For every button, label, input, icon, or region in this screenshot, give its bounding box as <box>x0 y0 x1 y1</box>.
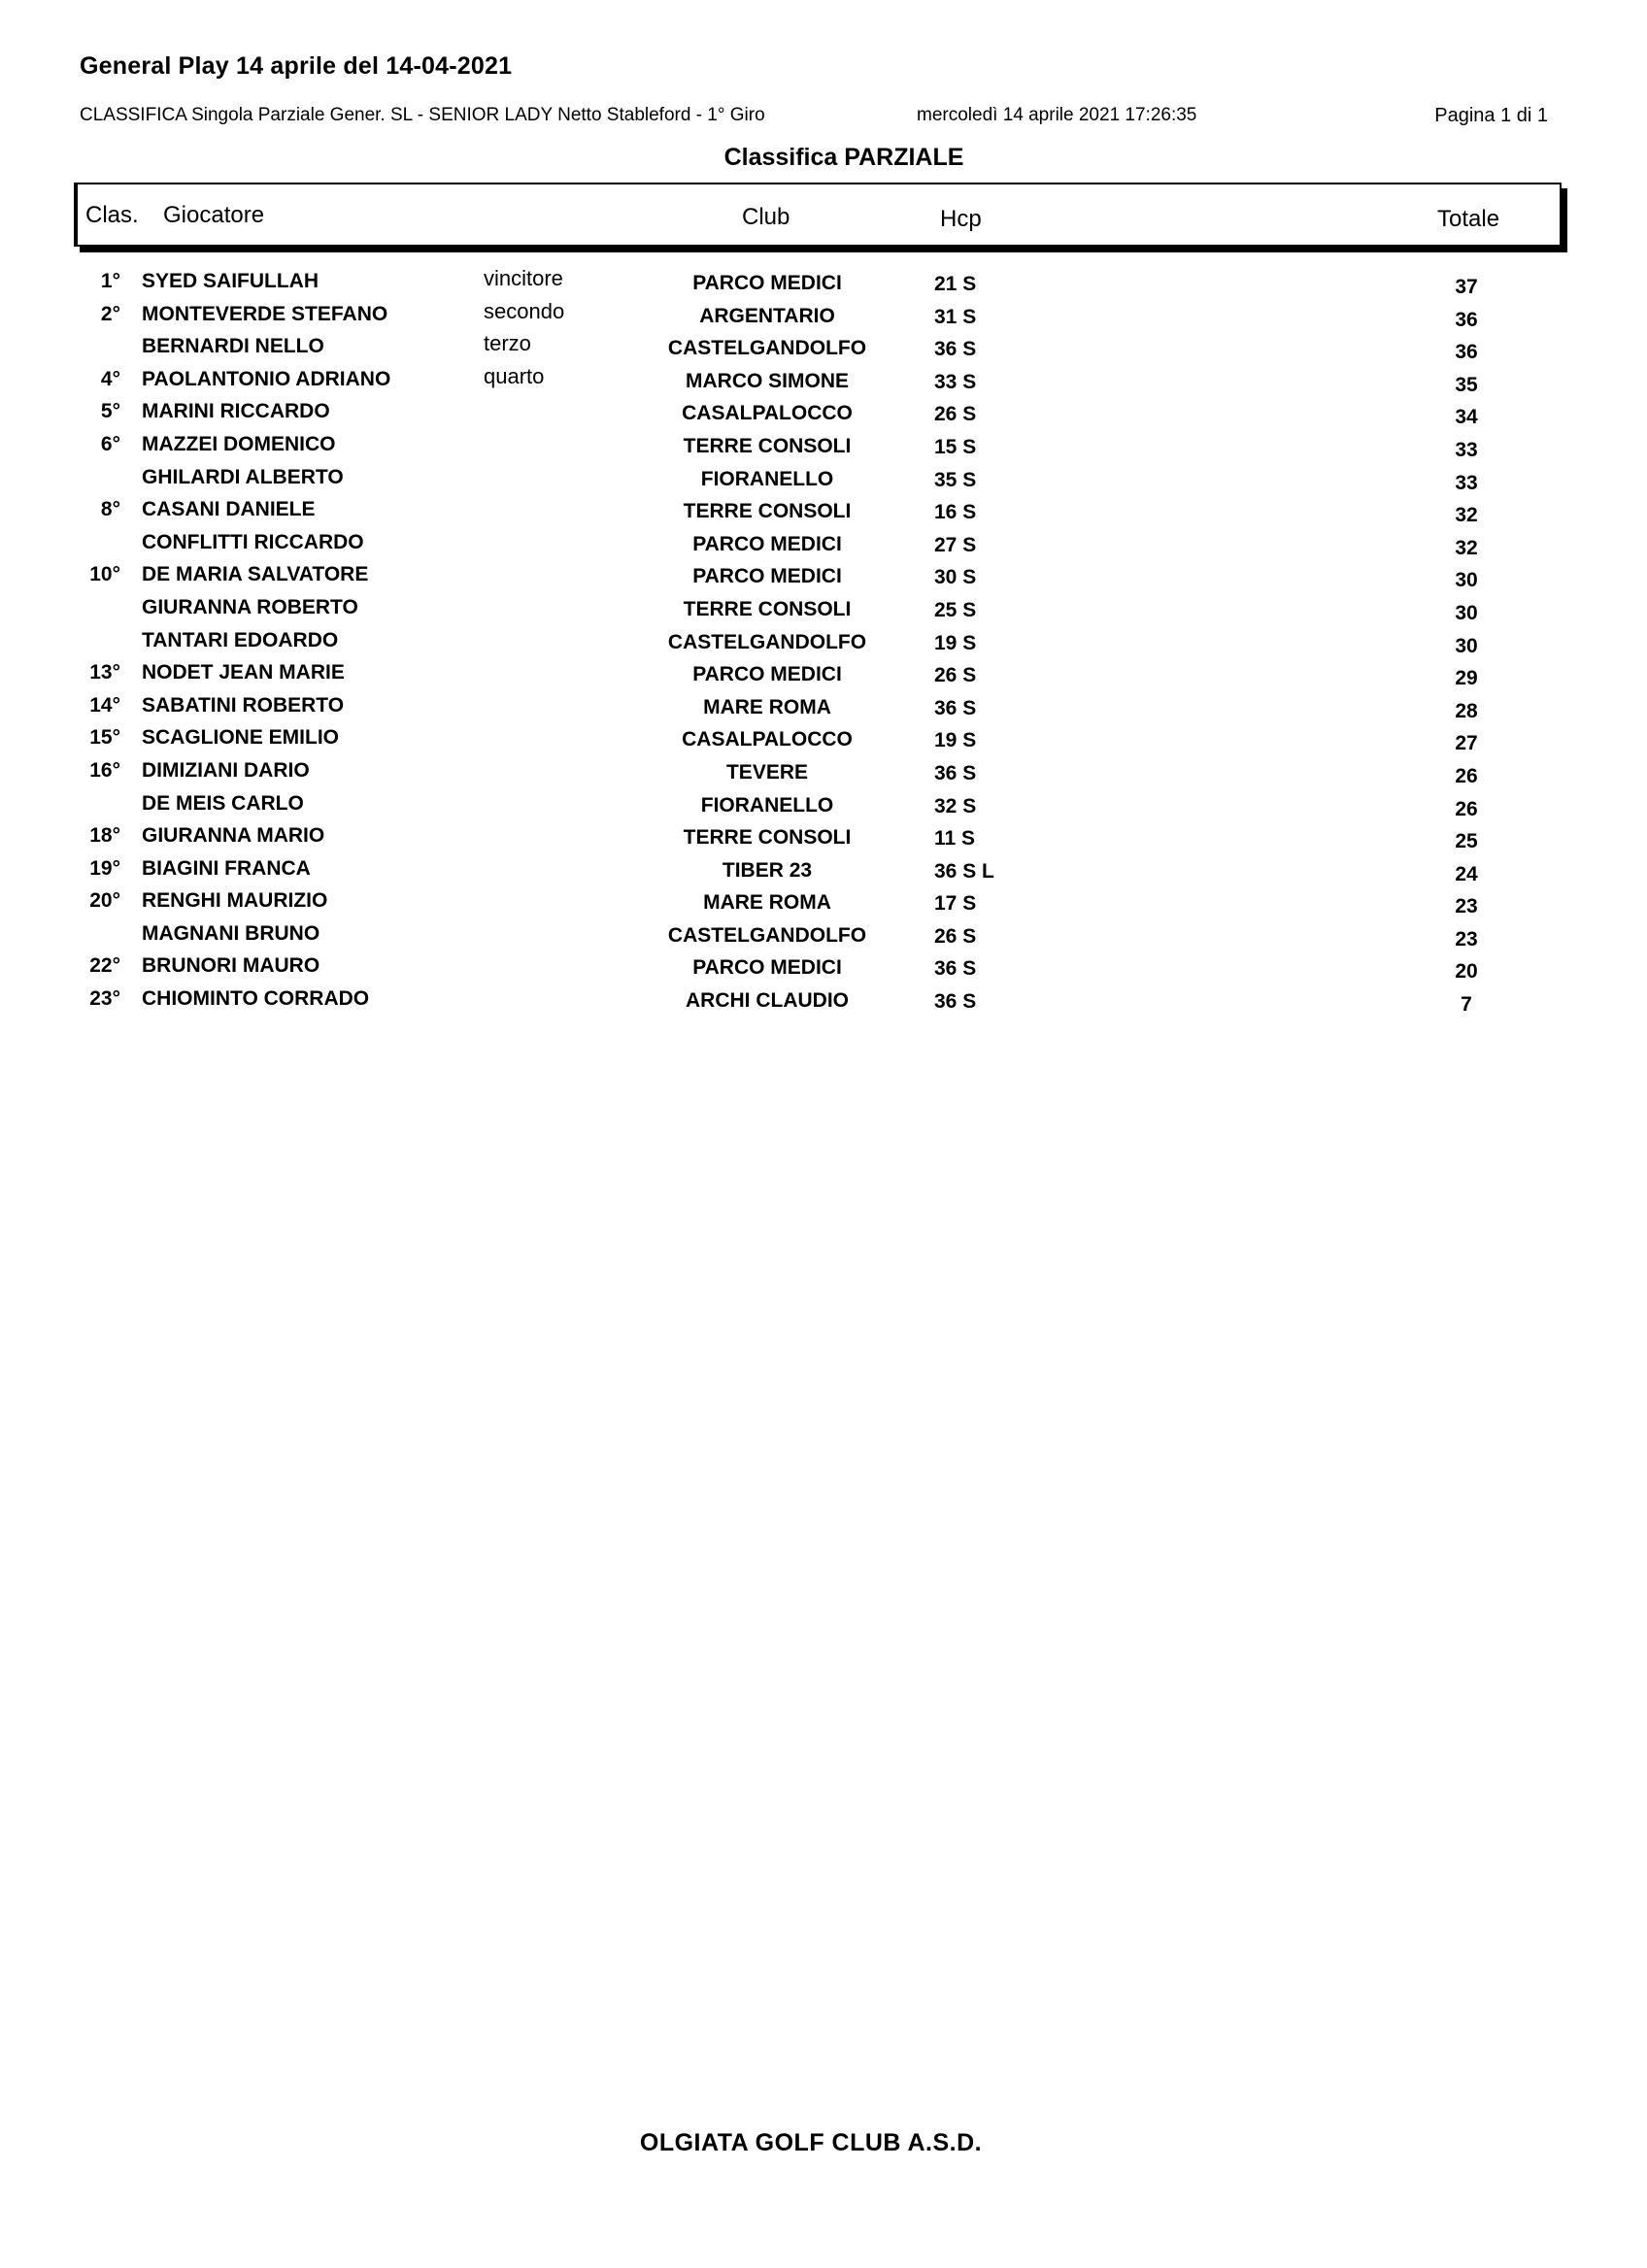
document-title: General Play 14 aprile del 14-04-2021 <box>80 52 513 80</box>
player-name: RENGHI MAURIZIO <box>142 889 328 913</box>
handicap: 32 S <box>934 794 977 817</box>
handicap: 26 S <box>934 924 977 948</box>
club-name: TERRE CONSOLI <box>683 826 852 850</box>
table-row <box>0 431 1647 464</box>
total-score: 27 <box>1455 732 1478 755</box>
position: 4° <box>100 367 120 390</box>
club-name: FIORANELLO <box>700 467 834 490</box>
club-name: TERRE CONSOLI <box>683 500 852 523</box>
position: 1° <box>100 270 120 292</box>
player-name: BRUNORI MAURO <box>142 954 320 978</box>
club-name: PARCO MEDICI <box>692 272 842 294</box>
handicap: 36 S <box>934 761 977 784</box>
player-name: BIAGINI FRANCA <box>142 856 311 880</box>
club-name: FIORANELLO <box>700 793 834 817</box>
table-row <box>0 952 1647 985</box>
total-score: 32 <box>1455 536 1478 559</box>
column-header-hcp: Hcp <box>940 206 982 232</box>
total-score: 35 <box>1455 373 1478 396</box>
player-name: SCAGLIONE EMILIO <box>142 726 340 750</box>
table-row <box>0 659 1647 692</box>
table-row <box>0 529 1647 562</box>
total-score: 26 <box>1455 764 1478 787</box>
table-header <box>74 183 1562 247</box>
club-name: ARCHI CLAUDIO <box>686 989 849 1013</box>
position: 8° <box>100 498 120 521</box>
club-name: PARCO MEDICI <box>692 532 842 555</box>
total-score: 7 <box>1461 993 1472 1017</box>
total-score: 20 <box>1455 960 1478 984</box>
total-score: 37 <box>1455 276 1478 298</box>
club-name: MARCO SIMONE <box>686 369 849 392</box>
ranking-subtitle: CLASSIFICA Singola Parziale Gener. SL - SENIOR LADY Netto Stableford - 1° Giro <box>80 105 765 125</box>
handicap: 19 S <box>934 631 977 654</box>
player-name: CONFLITTI RICCARDO <box>142 530 364 553</box>
player-name: DE MEIS CARLO <box>142 791 304 815</box>
handicap: 21 S <box>934 273 977 295</box>
total-score: 32 <box>1455 504 1478 527</box>
position: 13° <box>89 661 120 684</box>
player-name: GIURANNA ROBERTO <box>142 595 358 618</box>
handicap: 19 S <box>934 729 977 752</box>
table-row <box>0 757 1647 790</box>
table-row <box>0 920 1647 953</box>
player-name: MAZZEI DOMENICO <box>142 432 336 455</box>
player-name: MONTEVERDE STEFANO <box>142 302 388 325</box>
table-row <box>0 855 1647 888</box>
table-row <box>0 822 1647 855</box>
club-name: CASALPALOCCO <box>682 728 853 751</box>
position: 10° <box>89 563 120 586</box>
player-name: GHILARDI ALBERTO <box>142 465 344 488</box>
table-row <box>0 985 1647 1018</box>
club-name: TERRE CONSOLI <box>683 434 852 457</box>
player-name: DE MARIA SALVATORE <box>142 563 369 586</box>
handicap: 16 S <box>934 501 977 524</box>
player-name: SABATINI ROBERTO <box>142 693 345 717</box>
club-name: CASTELGANDOLFO <box>667 923 867 947</box>
club-name: TIBER 23 <box>722 858 813 882</box>
total-score: 23 <box>1455 895 1478 918</box>
handwritten-note: secondo <box>484 298 565 323</box>
handicap: 35 S <box>934 468 977 491</box>
player-name: NODET JEAN MARIE <box>142 661 345 684</box>
handicap: 17 S <box>934 892 977 916</box>
club-name: TEVERE <box>725 760 809 784</box>
handicap: 26 S <box>934 664 977 687</box>
club-name: MARE ROMA <box>703 695 831 718</box>
player-name: DIMIZIANI DARIO <box>142 758 310 782</box>
ranking-heading: Classifica PARZIALE <box>723 144 964 171</box>
column-header-club: Club <box>742 204 790 230</box>
club-name: CASTELGANDOLFO <box>667 630 867 653</box>
handicap: 36 S <box>934 957 977 981</box>
handicap: 30 S <box>934 566 977 589</box>
total-score: 28 <box>1455 699 1478 722</box>
table-row <box>0 298 1647 334</box>
player-name: PAOLANTONIO ADRIANO <box>142 367 391 390</box>
table-row <box>0 724 1647 757</box>
table-row <box>0 268 1647 301</box>
handicap: 36 S <box>934 990 977 1014</box>
print-datetime: mercoledì 14 aprile 2021 17:26:35 <box>917 105 1197 125</box>
handwritten-note: quarto <box>484 363 545 388</box>
total-score: 33 <box>1455 438 1478 461</box>
position: 16° <box>89 758 120 782</box>
handicap: 15 S <box>934 435 977 458</box>
position: 18° <box>89 824 120 848</box>
ranking-table <box>0 268 1647 1018</box>
club-footer: OLGIATA GOLF CLUB A.S.D. <box>639 2129 983 2156</box>
total-score: 30 <box>1455 634 1478 657</box>
position: 20° <box>89 889 120 913</box>
table-row <box>0 363 1647 399</box>
player-name: MARINI RICCARDO <box>142 400 330 423</box>
total-score: 33 <box>1455 471 1478 494</box>
player-name: CASANI DANIELE <box>142 498 316 521</box>
club-name: CASTELGANDOLFO <box>667 337 867 360</box>
table-row <box>0 887 1647 920</box>
total-score: 23 <box>1455 927 1478 951</box>
handicap: 36 S L <box>934 859 994 883</box>
handwritten-note: vincitore <box>484 266 563 290</box>
total-score: 36 <box>1455 308 1478 331</box>
handicap: 25 S <box>934 598 977 621</box>
table-row <box>0 594 1647 627</box>
position: 22° <box>89 954 120 978</box>
total-score: 25 <box>1455 830 1478 853</box>
player-name: MAGNANI BRUNO <box>142 921 320 945</box>
handwritten-note: terzo <box>484 331 531 356</box>
table-row <box>0 790 1647 823</box>
club-name: PARCO MEDICI <box>692 956 842 980</box>
table-row <box>0 464 1647 497</box>
position: 19° <box>89 856 120 880</box>
total-score: 30 <box>1455 569 1478 592</box>
table-row <box>0 627 1647 660</box>
total-score: 30 <box>1455 601 1478 624</box>
position: 23° <box>89 987 120 1011</box>
club-name: CASALPALOCCO <box>682 402 853 425</box>
position: 2° <box>100 302 120 325</box>
position: 5° <box>100 400 120 423</box>
handicap: 11 S <box>934 827 976 850</box>
player-name: BERNARDI NELLO <box>142 335 324 358</box>
club-name: PARCO MEDICI <box>692 663 842 686</box>
handicap: 27 S <box>934 533 977 556</box>
player-name: TANTARI EDOARDO <box>142 628 339 651</box>
position: 14° <box>89 693 120 717</box>
position: 15° <box>89 726 120 750</box>
club-name: ARGENTARIO <box>699 304 835 327</box>
handicap: 36 S <box>934 696 977 719</box>
position: 6° <box>100 432 120 455</box>
table-row <box>0 692 1647 725</box>
club-name: PARCO MEDICI <box>692 565 842 588</box>
page-number: Pagina 1 di 1 <box>1434 105 1548 126</box>
total-score: 24 <box>1455 862 1478 885</box>
table-row <box>0 561 1647 594</box>
handicap: 36 S <box>934 338 977 361</box>
column-header-totale: Totale <box>1437 206 1500 232</box>
table-row <box>0 333 1647 366</box>
table-row <box>0 496 1647 529</box>
club-name: TERRE CONSOLI <box>683 597 852 620</box>
handicap: 33 S <box>934 370 977 393</box>
handicap: 31 S <box>934 305 977 328</box>
column-header-giocatore: Giocatore <box>163 202 265 228</box>
total-score: 29 <box>1455 667 1478 690</box>
table-row <box>0 398 1647 431</box>
handicap: 26 S <box>934 403 977 426</box>
player-name: SYED SAIFULLAH <box>142 270 319 292</box>
total-score: 36 <box>1455 341 1478 364</box>
player-name: CHIOMINTO CORRADO <box>142 987 370 1011</box>
club-name: MARE ROMA <box>703 891 831 915</box>
player-name: GIURANNA MARIO <box>142 824 325 848</box>
total-score: 34 <box>1455 406 1478 429</box>
column-header-clas: Clas. <box>85 202 139 228</box>
total-score: 26 <box>1455 797 1478 820</box>
